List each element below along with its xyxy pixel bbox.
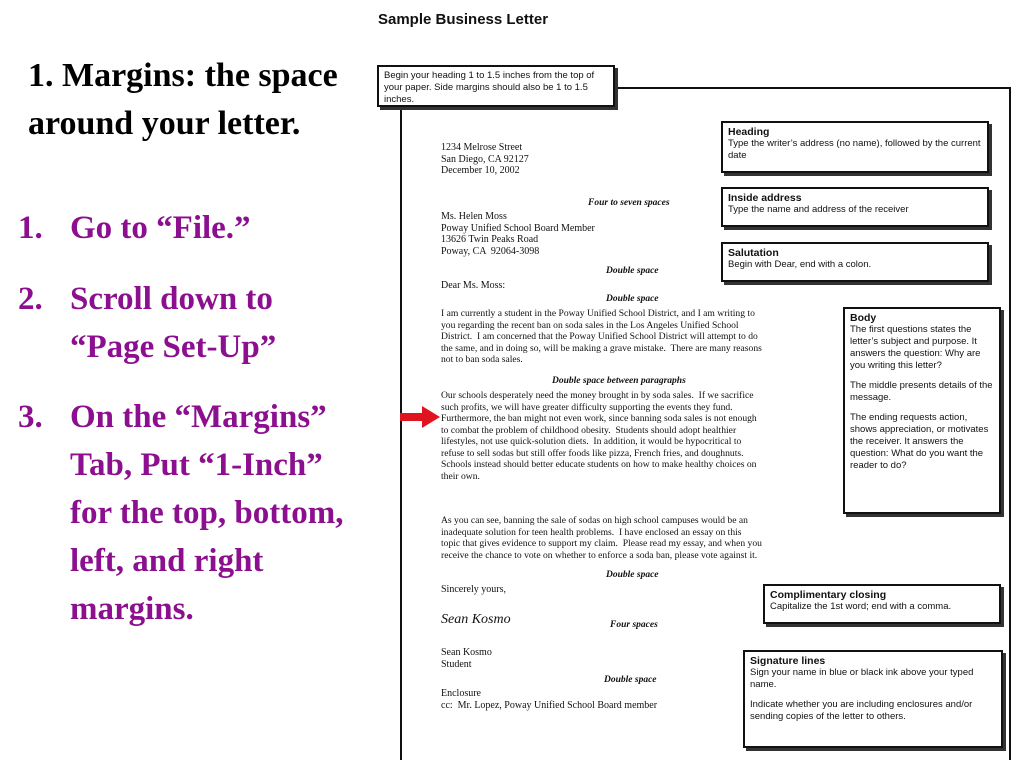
callout-text: The first questions states the letter’s subject and purpose. It answers the question: Why are you writing this letter? bbox=[850, 324, 981, 371]
callout-text: The middle presents details of the message. bbox=[850, 380, 993, 403]
spacing-note: Double space bbox=[606, 294, 659, 304]
step-go-to-file bbox=[18, 204, 358, 252]
spacing-note: Double space between paragraphs bbox=[552, 376, 686, 386]
callout-heading bbox=[721, 121, 989, 173]
letter-typed-name: Sean Kosmo Student bbox=[441, 647, 492, 670]
step-number: 2. bbox=[18, 281, 43, 317]
arrow-shaft bbox=[400, 413, 424, 421]
callout-title: Salutation bbox=[728, 247, 779, 259]
letter-inside-address: Ms. Helen Moss Poway Unified School Board Member 13626 Twin Peaks Road Poway, CA 92064-3098 bbox=[441, 211, 595, 257]
callout-title: Signature lines bbox=[750, 655, 826, 667]
step-text: Scroll down to “Page Set-Up” bbox=[70, 281, 277, 365]
margin-line-left bbox=[400, 104, 402, 760]
spacing-note: Four spaces bbox=[610, 620, 658, 630]
red-arrow-icon bbox=[400, 406, 440, 428]
step-number: 3. bbox=[18, 399, 43, 435]
letter-signature: Sean Kosmo bbox=[441, 612, 511, 627]
callout-text: Begin with Dear, end with a colon. bbox=[728, 259, 872, 270]
callout-body bbox=[843, 307, 1001, 514]
arrow-head bbox=[422, 406, 440, 428]
letter-salutation: Dear Ms. Moss: bbox=[441, 280, 506, 291]
callout-title: Body bbox=[850, 312, 877, 324]
callout-text: The ending requests action, shows appreciation, or motivates the receiver. It answers the question: What do you want the reader to do? bbox=[850, 412, 989, 471]
step-margins-tab bbox=[18, 393, 358, 633]
letter-heading: 1234 Melrose Street San Diego, CA 92127 December 10, 2002 bbox=[441, 142, 529, 176]
margin-line-top bbox=[614, 87, 1010, 89]
callout-inside-address bbox=[721, 187, 989, 227]
spacing-note: Double space bbox=[606, 266, 659, 276]
callout-margin-note bbox=[377, 65, 615, 107]
callout-title: Inside address bbox=[728, 192, 802, 204]
callout-text: Sign your name in blue or black ink above your typed name. bbox=[750, 667, 974, 690]
callout-title: Heading bbox=[728, 126, 770, 138]
letter-paragraph: Our schools desperately need the money brought in by soda sales. If we sacrifice such profits, we will have greater difficulty supporting the events they fund. Furthermore, the ban might not even work, since banning soda sales is not enough to combat the problem of childhood obesity. Students should adopt healthier lifestyles, not use quick-solution diets. In addition, it would be hypocritical to refuse to sell sodas but still offer foods like pizza, French fries, and doughnuts. Schools instead should better educate students on how to make healthy choices on their own. bbox=[441, 390, 757, 482]
letter-closing: Sincerely yours, bbox=[441, 584, 506, 595]
callout-text: Begin your heading 1 to 1.5 inches from the top of your paper. Side margins should also be 1 to 1.5 inches. bbox=[384, 70, 595, 105]
letter-enclosure: Enclosure cc: Mr. Lopez, Poway Unified School Board member bbox=[441, 688, 658, 711]
callout-text: Indicate whether you are including enclosures and/or sending copies of the letter to others. bbox=[750, 699, 973, 722]
callout-text: Capitalize the 1st word; end with a comma. bbox=[770, 601, 952, 612]
margin-line-right bbox=[1009, 87, 1011, 760]
step-text: Go to “File.” bbox=[70, 210, 251, 246]
spacing-note: Four to seven spaces bbox=[588, 198, 670, 208]
callout-complimentary-closing bbox=[763, 584, 1001, 624]
callout-salutation bbox=[721, 242, 989, 282]
callout-text: Type the writer’s address (no name), followed by the current date bbox=[728, 138, 981, 161]
letter-paragraph: I am currently a student in the Poway Unified School District, and I am writing to you regarding the recent ban on soda sales in the Los Angeles Unified School District. I am concerned that the Poway Unified School District will attempt to do the same, and in doing so, will be making a grave mistake. There are many reasons not to ban soda sales. bbox=[441, 308, 762, 365]
step-text: On the “Margins” Tab, Put “1-Inch” for the top, bottom, left, and right margins. bbox=[70, 399, 344, 627]
spacing-note: Double space bbox=[604, 675, 657, 685]
callout-title: Complimentary closing bbox=[770, 589, 887, 601]
slide-heading: 1. Margins: the space around your letter. bbox=[28, 57, 338, 142]
step-number: 1. bbox=[18, 210, 43, 246]
step-page-setup bbox=[18, 275, 358, 371]
callout-signature-lines bbox=[743, 650, 1003, 748]
sample-letter-title: Sample Business Letter bbox=[378, 11, 549, 28]
callout-text: Type the name and address of the receiver bbox=[728, 204, 909, 215]
spacing-note: Double space bbox=[606, 570, 659, 580]
letter-paragraph: As you can see, banning the sale of sodas on high school campuses would be an inadequate solution for teen health problems. I have enclosed an essay on this topic that gives evidence to support my claim. Please read my essay, and when you receive the chance to vote on whether to enforce a soda ban, please vote against it. bbox=[441, 515, 762, 561]
